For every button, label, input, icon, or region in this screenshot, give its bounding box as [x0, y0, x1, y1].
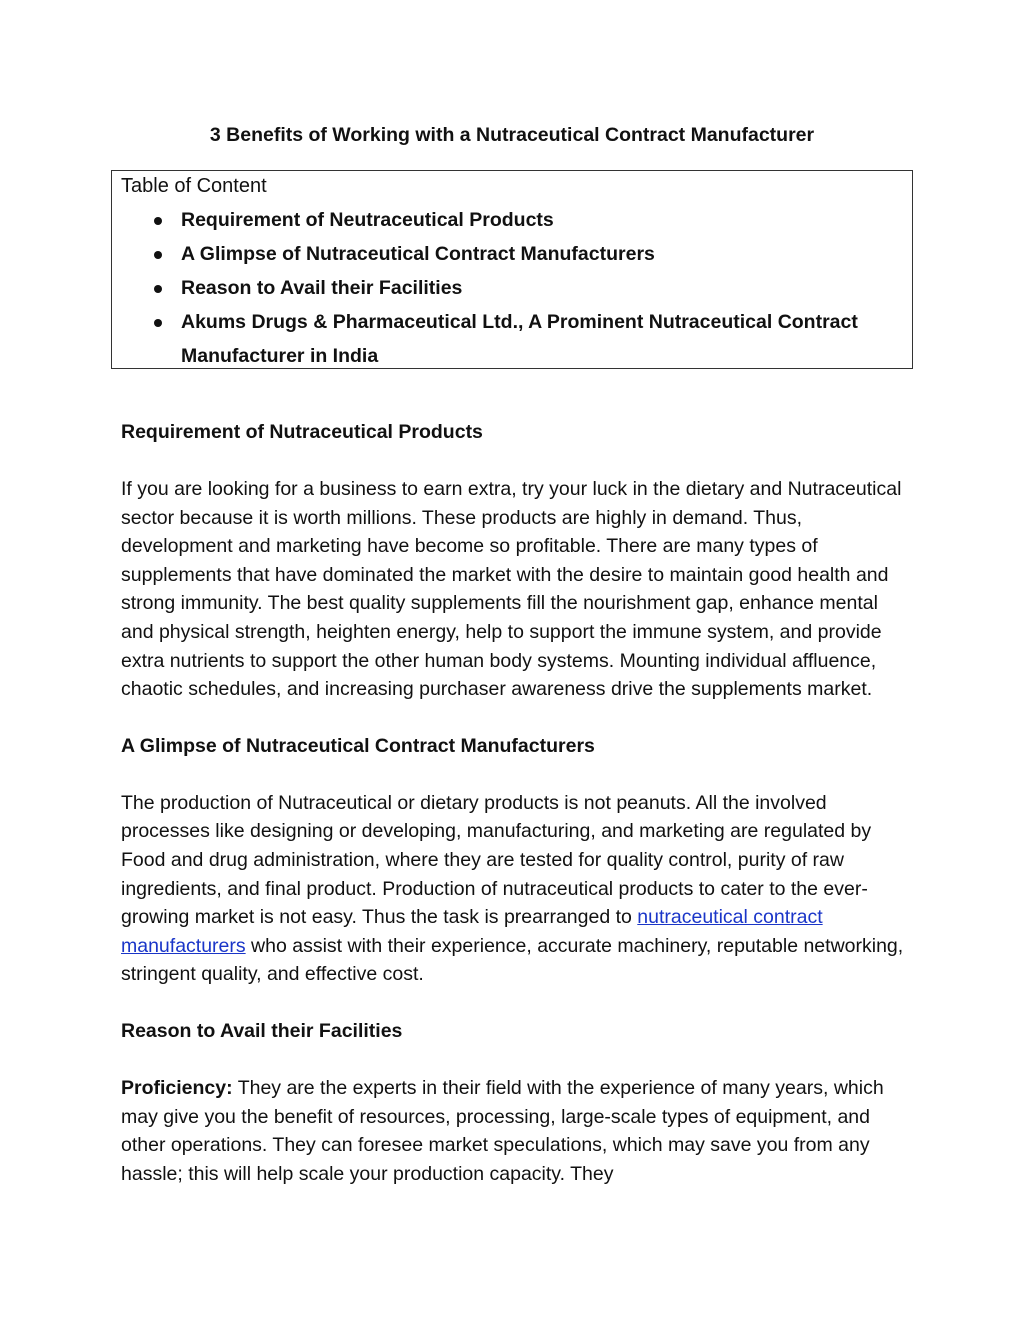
document-title: 3 Benefits of Working with a Nutraceutical Contract Manufacturer [209, 124, 815, 146]
bullet-icon [154, 285, 162, 293]
toc-item [112, 305, 912, 373]
section-heading-requirement: Requirement of Nutraceutical Products [121, 421, 483, 443]
toc-heading: Table of Content [121, 175, 267, 197]
toc-item-label: A Glimpse of Nutraceutical Contract Manufacturers [181, 243, 655, 265]
bullet-icon [154, 251, 162, 259]
document-body [121, 418, 911, 1188]
section-paragraph-proficiency [121, 1074, 911, 1188]
toc-item-label: Reason to Avail their Facilities [181, 277, 463, 299]
bullet-icon [154, 319, 162, 327]
bullet-icon [154, 217, 162, 225]
section-heading-glimpse: A Glimpse of Nutraceutical Contract Manufacturers [121, 734, 595, 757]
section-paragraph-requirement: If you are looking for a business to earn extra, try your luck in the dietary and Nutraceutical sector because it is worth millions. These products are highly in demand. Thus, development and marketing have become so profitable. There are many types of supplements that have dominated the market with the desire to maintain good health and strong immunity. The best quality supplements fill the nourishment gap, enhance mental and physical strength, heighten energy, help to support the immune system, and provide extra nutrients to support the other human body systems. Mounting individual affluence, chaotic schedules, and increasing purchaser awareness drive the supplements market. [121, 478, 902, 701]
toc-item-label: Akums Drugs & Pharmaceutical Ltd., A Prominent Nutraceutical Contract Manufacturer in India [181, 311, 858, 367]
table-of-content-box [111, 170, 913, 369]
toc-list [112, 203, 912, 373]
paragraph-text: The production of Nutraceutical or dietary products is not peanuts. All the involved processes like designing or developing, manufacturing, and marketing are regulated by Food and drug administration, where they are tested for quality control, purity of raw ingredients, and final product. Production of nutraceutical products to cater to the ever-growing market is not easy. Thus the task is prearranged to [121, 791, 872, 929]
toc-item-label: Requirement of Neutraceutical Products [181, 209, 554, 231]
paragraph-text: They are the experts in their field with the experience of many years, which may give you the benefit of resources, processing, large-scale types of equipment, and other operations. They can foresee market speculations, which may save you from any hassle; this will help scale your production capacity. They [121, 1076, 884, 1185]
paragraph-text: who assist with their experience, accurate machinery, reputable networking, stringent quality, and effective cost. [121, 934, 904, 986]
proficiency-lead: Proficiency: [121, 1076, 233, 1099]
section-paragraph-glimpse [121, 789, 911, 989]
toc-item [112, 203, 912, 237]
nutraceutical-manufacturers-link[interactable]: nutraceutical contract manufacturers [121, 906, 823, 957]
section-heading-reason: Reason to Avail their Facilities [121, 1019, 403, 1042]
toc-item [112, 237, 912, 271]
toc-item [112, 271, 912, 305]
